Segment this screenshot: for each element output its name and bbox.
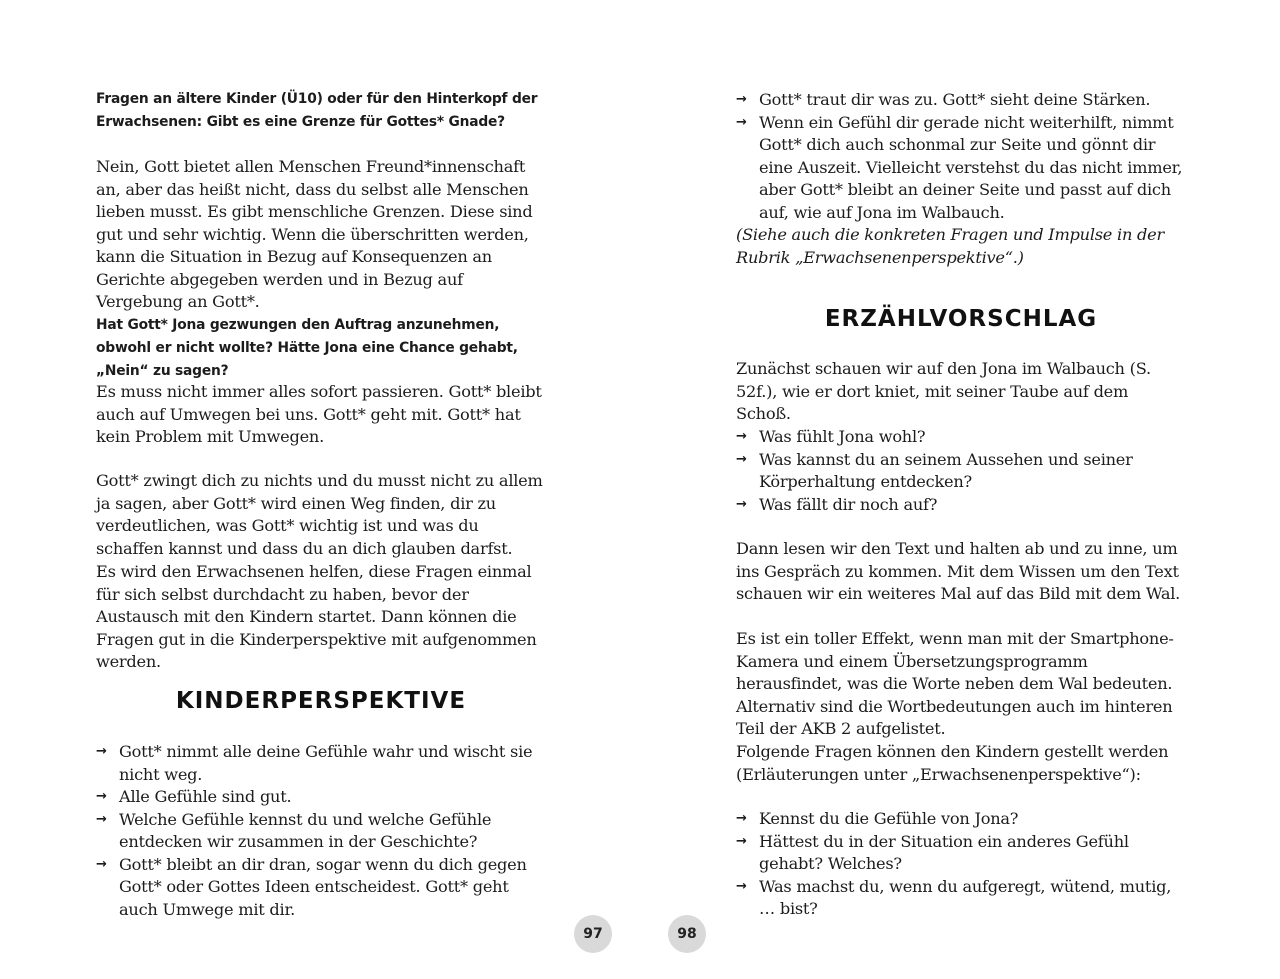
left-page [96,0,546,979]
note-reference: (Siehe auch die konkreten Fragen und Impulse in der Rubrik „Erwachsenenperspektive“.) [736,225,1164,267]
page-number-right: 98 [668,915,706,953]
list-item: → Was machst du, wenn du aufgeregt, wütend, mutig, … bist? [736,876,1172,918]
list-item: → Was kannst du an seinem Aussehen und seiner Körperhaltung entdecken? [736,449,1133,491]
arrow-right-icon: → [736,878,747,894]
page-number-left: 97 [574,915,612,953]
list-item: → Was fühlt Jona wohl? [736,426,1186,449]
kinderperspektive-list [96,741,546,921]
bottom-list [736,808,1186,921]
arrow-right-icon: → [736,114,747,130]
list-item: → Kennst du die Gefühle von Jona? [736,808,1186,831]
arrow-right-icon: → [736,429,747,444]
paragraph-no-force: Gott* zwingt dich zu nichts und du musst nicht zu allem ja sagen, aber Gott* wird einen Weg finden, dir zu verdeutlichen, was Gott* wichtig ist und was du schaffen kannst und dass du an dich glauben darfst. [96,471,543,558]
paragraph-camera: Es ist ein toller Effekt, wenn man mit der Smartphone-Kamera und einem Übersetzungsprogramm herausfindet, was die Worte neben dem Wal bedeuten. Alternativ sind die Wortbedeutungen auch im hinteren Teil der AKB 2 aufgelistet. [736,629,1174,738]
list-item: → Welche Gefühle kennst du und welche Gefühle entdecken wir zusammen in der Geschichte? [96,809,492,851]
list-item: → Gott* bleibt an dir dran, sogar wenn du dich gegen Gott* oder Gottes Ideen entscheidest. Gott* geht auch Umwege mit dir. [96,854,527,919]
question-forced: Hat Gott* Jona gezwungen den Auftrag anzunehmen, obwohl er nicht wollte? Hätte Jona eine Chance gehabt, „Nein“ zu sagen? [96,317,518,379]
paragraph-detours: Es muss nicht immer alles sofort passieren. Gott* bleibt auch auf Umwegen bei uns. Gott* geht mit. Gott* hat kein Problem mit Umwegen. [96,382,542,446]
question-grace: Fragen an ältere Kinder (Ü10) oder für den Hinterkopf der Erwachsenen: Gibt es eine Grenze für Gottes* Gnade? [96,91,538,130]
paragraph-boundaries: Nein, Gott bietet allen Menschen Freund*innenschaft an, aber das heißt nicht, dass du selbst alle Menschen lieben musst. Es gibt menschliche Grenzen. Diese sind gut und sehr wichtig. Wenn die überschritten werden, kann die Situation in Bezug auf Konsequenzen an Gerichte abgegeben werden und in Bezug auf Vergebung an Gott*. [96,157,533,311]
arrow-right-icon: → [96,744,107,759]
arrow-right-icon: → [736,833,747,849]
paragraph-read-text: Dann lesen wir den Text und halten ab und zu inne, um ins Gespräch zu kommen. Mit dem Wissen um den Text schauen wir ein weiteres Mal auf das Bild mit dem Wal. [736,539,1181,603]
arrow-right-icon: → [96,856,107,872]
heading-erzaehlvorschlag: ERZÄHLVORSCHLAG [824,306,1098,332]
right-page [736,0,1186,979]
arrow-right-icon: → [736,811,747,826]
list-item: → Wenn ein Gefühl dir gerade nicht weiterhilft, nimmt Gott* dich auch schonmal zur Seite und gönnt dir eine Auszeit. Vielleicht verstehst du das nicht immer, aber Gott* bleibt an deiner Seite und passt auf dich auf, wie auf Jona im Walbauch. [736,112,1183,222]
arrow-right-icon: → [736,496,747,512]
arrow-right-icon: → [96,789,107,804]
paragraph-intro: Zunächst schauen wir auf den Jona im Walbauch (S. 52f.), wie er dort kniet, mit seiner Taube auf dem Schoß. [736,359,1151,423]
list-item: → Hättest du in der Situation ein anderes Gefühl gehabt? Welches? [736,831,1129,873]
list-item: → Was fällt dir noch auf? [736,494,1186,517]
list-item: → Gott* nimmt alle deine Gefühle wahr und wischt sie nicht weg. [96,742,533,784]
top-list [736,89,1186,224]
paragraph-questions-intro: Folgende Fragen können den Kindern gestellt werden (Erläuterungen unter „Erwachsenenperspektive“): [736,742,1169,784]
arrow-right-icon: → [736,92,747,107]
mid-list [736,426,1186,516]
arrow-right-icon: → [96,811,107,827]
list-item: → Gott* traut dir was zu. Gott* sieht deine Stärken. [736,89,1186,112]
arrow-right-icon: → [736,451,747,467]
paragraph-adults: Es wird den Erwachsenen helfen, diese Fragen einmal für sich selbst durchdacht zu haben, bevor der Austausch mit den Kindern startet. Dann können die Fragen gut in die Kinderperspektive mit aufgenommen werden. [96,562,537,671]
heading-kinderperspektive: KINDERPERSPEKTIVE [175,688,467,714]
list-item: → Alle Gefühle sind gut. [96,786,546,809]
